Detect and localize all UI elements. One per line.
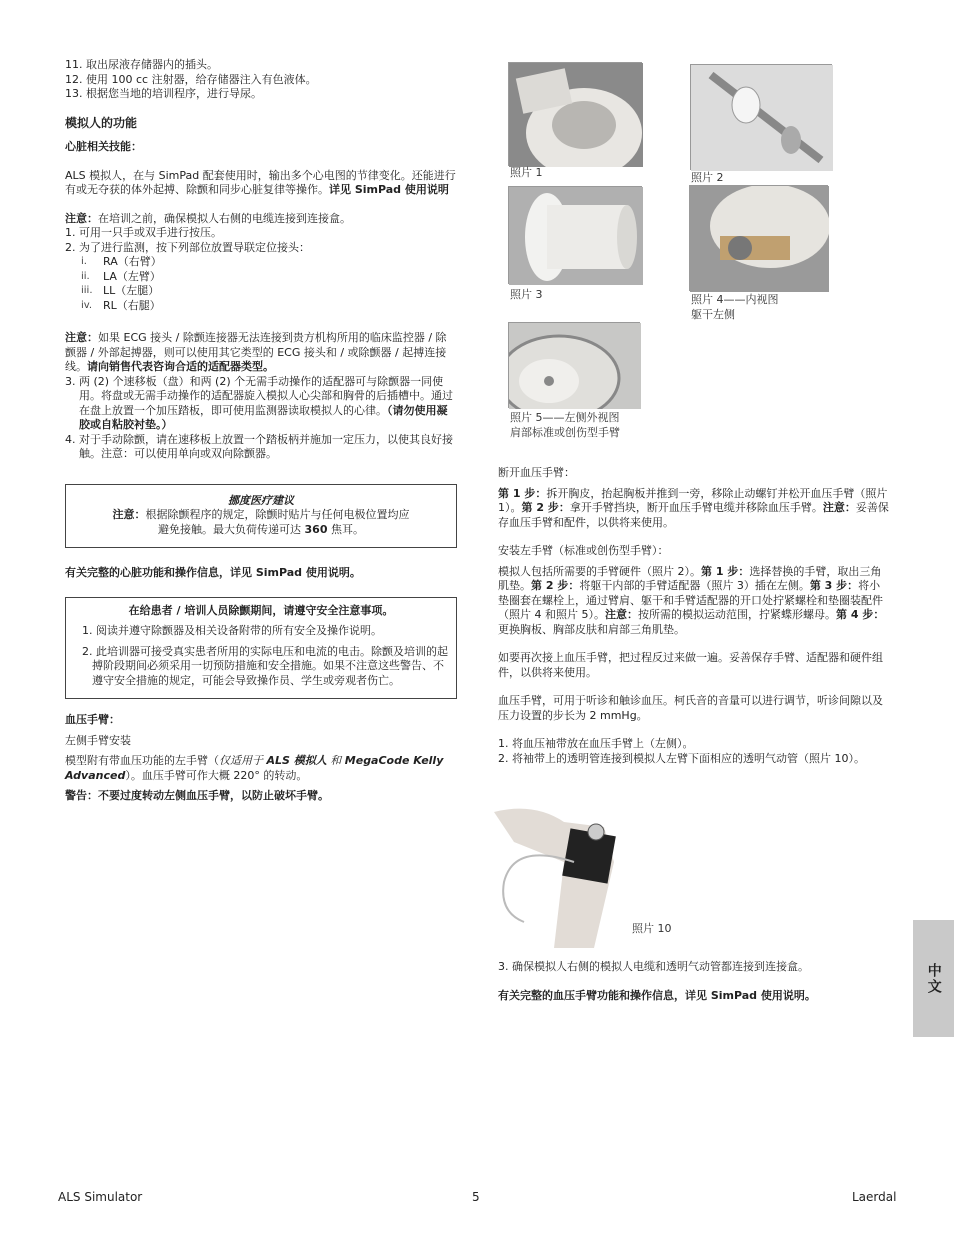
- lead-list: [65, 255, 457, 313]
- footer-page-number: 5: [472, 1190, 480, 1204]
- section-title: 模拟人的功能: [65, 115, 138, 130]
- bp-more-info: 有关完整的血压手臂功能和操作信息，详见 SimPad 使用说明。: [498, 988, 816, 1002]
- install-steps: 模拟人包括所需要的手臂硬件（照片 2）。第 1 步：选择替换的手臂，取出三角肌垫。第 2 步：将躯干内部的手臂适配器（照片 3）插在左侧。第 3 步：将小垫圈套在螺栓上，通过臂肩、躯干和手臂适配器的开口处拧紧螺栓和垫圈装配件（照片 4 和照片 5）。注意：按所需的模拟运动范围，拧紧蝶形螺母。第 4 步：更换胸板、胸部皮肤和肩部三角肌垫。: [498, 564, 885, 636]
- list-item-2: 2. 为了进行监测，按下列部位放置导联定位接头：: [65, 240, 310, 254]
- recommendation-title: 挪度医疗建议: [228, 493, 294, 507]
- photo-4-drawing: [690, 186, 829, 292]
- disconnect-title: 断开血压手臂：: [498, 466, 575, 479]
- safety-box: [65, 597, 457, 700]
- caption-photo-4: 照片 4——内视图 躯干左侧: [691, 293, 779, 321]
- photo-2-drawing: [691, 65, 833, 171]
- bp-title: 血压手臂：: [65, 713, 120, 726]
- list-item-4: 4. 对于手动除颤，请在速移板上放置一个踏板柄并施加一定压力，以使其良好接触。注意：可以使用单向或双向除颤器。: [65, 432, 453, 460]
- note-cable: 注意：在培训之前，确保模拟人右侧的电缆连接到连接盒。: [65, 211, 351, 225]
- bp-subtitle: 左侧手臂安装: [65, 733, 131, 747]
- reinstall-paragraph: 如要再次接上血压手臂，把过程反过来做一遍。妥善保存手臂、适配器和硬件组件，以供将来使用。: [498, 651, 883, 679]
- photo-3-image: [508, 186, 642, 284]
- right-column-bottom: [498, 960, 890, 1003]
- cardiac-title: 心脏相关技能：: [65, 140, 142, 153]
- photo-3-drawing: [509, 187, 643, 285]
- lead-item: i. RA（右臂）: [81, 255, 162, 268]
- photo-10-drawing: [494, 802, 626, 948]
- install-title: 安装左手臂（标准或创伤型手臂）：: [498, 544, 669, 557]
- bp-warning: 警告：不要过度转动左侧血压手臂，以防止破坏手臂。: [65, 789, 329, 802]
- step-12: 12. 使用 100 cc 注射器，给存储器注入有色液体。: [65, 72, 317, 86]
- safety-item: 1. 阅读并遵守除颤器及相关设备附带的所有安全及操作说明。: [82, 624, 382, 637]
- list-item-3: 3. 两 (2) 个速移板（盘）和两 (2) 个无需手动操作的适配器可与除颤器一同使用。将盘或无需手动操作的适配器旋入模拟人心尖部和胸骨的后插槽中。通过在盘上放置一个加压踏板，即可使用监测器读取模拟人的心律。（请勿使用凝胶或自粘胶衬垫。）: [65, 374, 453, 431]
- cuff-step-3: 3. 确保模拟人右侧的模拟人电缆和透明气动管都连接到连接盒。: [498, 960, 809, 973]
- photo-5-drawing: [509, 323, 641, 409]
- footer-left: ALS Simulator: [58, 1190, 143, 1204]
- caption-photo-2: 照片 2: [691, 171, 724, 184]
- photo-10-image: [494, 802, 626, 948]
- safety-item: 2. 此培训器可接受真实患者所用的实际电压和电流的电击。除颤及培训的起搏阶段期间必须采用一切预防措施和安全措施。如果不注意这些警告、不遵守安全措施的规定，可能会导致操作员、学生或旁观者伤亡。: [82, 644, 448, 687]
- language-tab: [913, 920, 954, 1037]
- lead-item: iv. RL（右腿）: [81, 298, 161, 312]
- bp-description: 血压手臂，可用于听诊和触诊血压。柯氏音的音量可以进行调节，听诊间隙以及压力设置的步长为 2 mmHg。: [498, 694, 883, 722]
- lead-item: iii. LL（左腿）: [81, 284, 160, 297]
- photo-1-drawing: [509, 63, 643, 167]
- lead-item: ii. LA（左臂）: [81, 269, 161, 283]
- step-13: 13. 根据您当地的培训程序，进行导尿。: [65, 87, 262, 100]
- step-11: 11. 取出尿液存储器内的插头。: [65, 58, 218, 71]
- left-column: [65, 58, 457, 804]
- recommendation-box: [65, 484, 457, 549]
- photo-2-image: [690, 64, 832, 170]
- footer-right: Laerdal: [852, 1190, 897, 1204]
- right-column-top: [498, 466, 890, 766]
- cardiac-more-info: 有关完整的心脏功能和操作信息，详见 SimPad 使用说明。: [65, 566, 361, 579]
- photo-5-image: [508, 322, 640, 408]
- language-tab-label: 中文: [925, 962, 942, 995]
- cuff-step-1: 1. 将血压袖带放在血压手臂上（左侧）。: [498, 737, 694, 750]
- caption-photo-3: 照片 3: [510, 288, 543, 301]
- safety-title: 在给患者 / 培训人员除颤期间，请遵守安全注意事项。: [128, 603, 394, 617]
- photo-4-image: [689, 185, 828, 291]
- recommendation-text-2: 避免接触。最大负荷传递可达 360 焦耳。: [158, 522, 364, 536]
- cardiac-paragraph: ALS 模拟人，在与 SimPad 配套使用时，输出多个心电图的节律变化。还能进行有或无夺获的体外起搏、除颤和同步心脏复律等操作。详见 SimPad 使用说明: [65, 168, 456, 196]
- caption-photo-5: 照片 5——左侧外视图 肩部标准或创伤型手臂: [510, 411, 620, 439]
- caption-photo-1: 照片 1: [510, 166, 543, 179]
- list-item-1: 1. 可用一只手或双手进行按压。: [65, 226, 222, 239]
- photo-1-image: [508, 62, 642, 166]
- note-ecg: 注意：如果 ECG 接头 / 除颤连接器无法连接到贵方机构所用的临床监控器 / 除颤器 / 外部起搏器，则可以使用其它类型的 ECG 接头和 / 或除颤器 / 起搏连接线。请向销售代表咨询合适的适配器类型。: [65, 331, 447, 373]
- bp-paragraph: 模型附有带血压功能的左手臂（仅适用于 ALS 模拟人 和 MegaCode Kelly Advanced）。血压手臂可作大概 220° 的转动。: [65, 754, 444, 782]
- recommendation-text: 注意：根据除颤程序的规定，除颤时贴片与任何电极位置均应: [112, 508, 410, 521]
- cuff-step-2: 2. 将袖带上的透明管连接到模拟人左臂下面相应的透明气动管（照片 10）。: [498, 751, 865, 765]
- disconnect-steps: 第 1 步：拆开胸皮，抬起胸板并推到一旁，移除止动螺钉并松开血压手臂（照片 1）。第 2 步：拿开手臂挡块，断开血压手臂电缆并移除血压手臂。注意：妥善保存血压手臂和配件，以供将来使用。: [498, 486, 889, 529]
- caption-photo-10: 照片 10: [632, 922, 672, 935]
